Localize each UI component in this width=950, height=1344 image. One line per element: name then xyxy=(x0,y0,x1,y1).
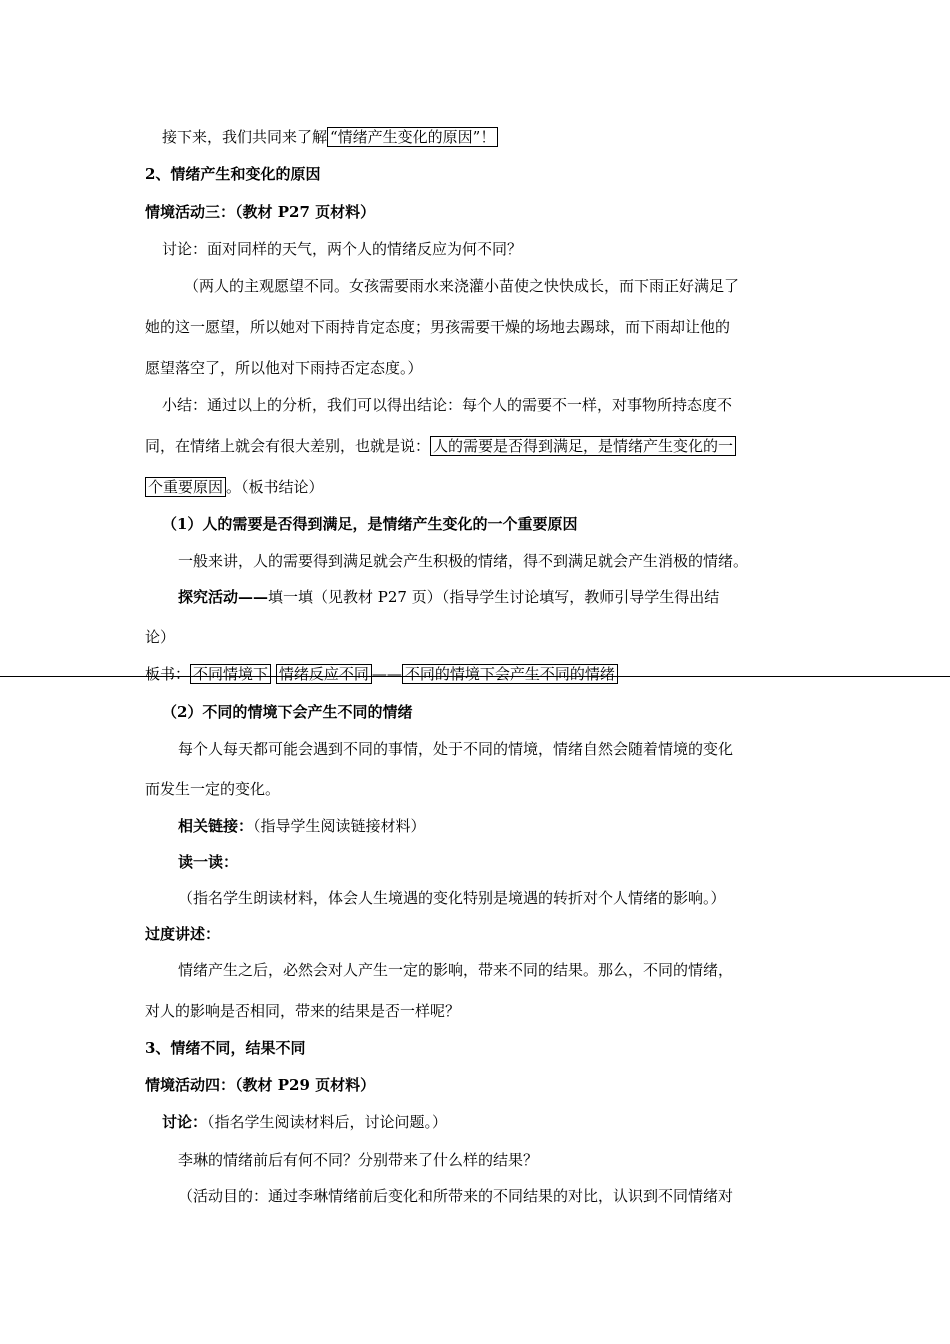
paragraph: 一般来讲，人的需要得到满足就会产生积极的情绪，得不到满足就会产生消极的情绪。 xyxy=(178,552,749,570)
text: 同，在情绪上就会有很大差别，也就是说： xyxy=(145,437,431,455)
subsection-heading: （1）人的需要是否得到满足，是情绪产生变化的一个重要原因 xyxy=(162,515,578,533)
boxed-text: 不同的情境下会产生不同的情绪 xyxy=(402,664,618,684)
text: 接下来，我们共同来了解 xyxy=(162,128,328,146)
bold-label: 讨论： xyxy=(162,1113,208,1131)
paragraph xyxy=(162,127,827,147)
boxed-text: 情绪反应不同 xyxy=(276,664,372,684)
subsection-heading: （2）不同的情境下会产生不同的情绪 xyxy=(162,703,413,721)
label: 过度讲述： xyxy=(145,925,221,943)
boxed-text: 不同情境下 xyxy=(190,664,271,684)
paragraph: 对人的影响是否相同，带来的结果是否一样呢？ xyxy=(145,1002,461,1020)
paragraph: 小结：通过以上的分析，我们可以得出结论：每个人的需要不一样，对事物所持态度不 xyxy=(162,396,733,414)
bold-label: 相关链接： xyxy=(178,817,254,835)
text: 填一填（见教材 P27 页）（指导学生讨论填写，教师引导学生得出结 xyxy=(268,588,720,606)
paragraph: 论） xyxy=(145,628,176,646)
section-heading: 3、情绪不同，结果不同 xyxy=(145,1039,306,1057)
boxed-text: 人的需要是否得到满足，是情绪产生变化的一 xyxy=(430,436,736,456)
paragraph xyxy=(178,816,843,836)
horizontal-rule xyxy=(0,676,950,677)
paragraph xyxy=(162,1112,827,1132)
paragraph: （指名学生朗读材料，体会人生境遇的变化特别是境遇的转折对个人情绪的影响。） xyxy=(178,889,726,907)
paragraph: 每个人每天都可能会遇到不同的事情，处于不同的情境，情绪自然会随着情境的变化 xyxy=(178,740,734,758)
paragraph: 李琳的情绪前后有何不同？分别带来了什么样的结果？ xyxy=(178,1151,539,1169)
text: （指名学生阅读材料后，讨论问题。） xyxy=(207,1113,448,1131)
bold-label: 探究活动—— xyxy=(178,588,269,606)
paragraph: 愿望落空了，所以他对下雨持否定态度。） xyxy=(145,359,423,377)
boxed-text: 个重要原因 xyxy=(145,477,226,497)
board-writing xyxy=(145,664,810,684)
paragraph xyxy=(145,436,810,456)
paragraph: （两人的主观愿望不同。女孩需要雨水来浇灌小苗使之快快成长，而下雨正好满足了 xyxy=(184,277,740,295)
text: （指导学生阅读链接材料） xyxy=(253,817,426,835)
section-heading: 2、情绪产生和变化的原因 xyxy=(145,165,321,183)
label: 读一读： xyxy=(178,853,239,871)
text: 。（板书结论） xyxy=(226,478,324,496)
paragraph: 而发生一定的变化。 xyxy=(145,780,281,798)
paragraph: 她的这一愿望，所以她对下雨持肯定态度；男孩需要干燥的场地去踢球，而下雨却让他的 xyxy=(145,318,731,336)
paragraph xyxy=(178,587,843,607)
paragraph: 讨论：面对同样的天气，两个人的情绪反应为何不同？ xyxy=(162,240,523,258)
paragraph: （活动目的：通过李琳情绪前后变化和所带来的不同结果的对比，认识到不同情绪对 xyxy=(178,1187,734,1205)
paragraph: 情绪产生之后，必然会对人产生一定的影响，带来不同的结果。那么，不同的情绪， xyxy=(178,961,734,979)
dash: —— xyxy=(371,665,402,683)
board-label: 板书： xyxy=(145,665,191,683)
activity-heading: 情境活动四：（教材 P29 页材料） xyxy=(145,1076,376,1094)
activity-heading: 情境活动三：（教材 P27 页材料） xyxy=(145,203,376,221)
boxed-text: “情绪产生变化的原因”！ xyxy=(327,127,498,147)
paragraph xyxy=(145,477,810,497)
